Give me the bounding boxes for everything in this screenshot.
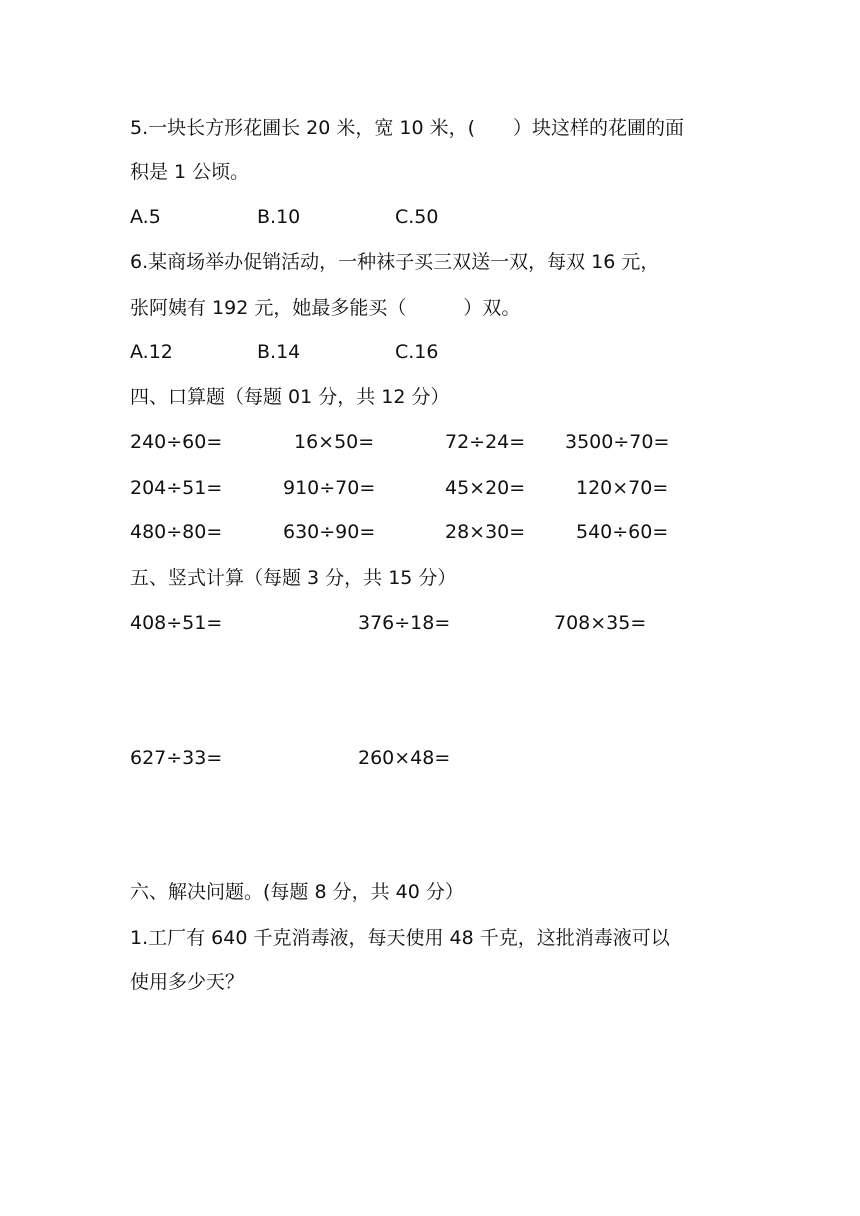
mental-calc-item: 480÷80= [130,521,223,543]
q5-option-c: C.50 [395,206,439,228]
mental-calc-item: 45×20= [445,477,526,499]
vertical-calc-item: 260×48= [358,747,451,769]
mental-calc-item: 28×30= [445,521,526,543]
q6-option-a: A.12 [130,341,173,363]
mental-calc-item: 540÷60= [576,521,669,543]
section6-title: 六、解决问题。(每题 8 分，共 40 分） [130,881,464,903]
vertical-calc-item: 408÷51= [130,612,223,634]
q6-option-c: C.16 [395,341,439,363]
mental-calc-item: 240÷60= [130,431,223,453]
section5-title: 五、竖式计算（每题 3 分，共 15 分） [130,567,457,589]
q5-option-a: A.5 [130,206,161,228]
mental-calc-item: 630÷90= [283,521,376,543]
section6-q1-line2: 使用多少天？ [130,971,245,993]
mental-calc-item: 120×70= [576,477,669,499]
mental-calc-item: 16×50= [294,431,375,453]
q5-option-b: B.10 [257,206,301,228]
section4-title: 四、口算题（每题 01 分，共 12 分） [130,386,450,408]
mental-calc-item: 910÷70= [283,477,376,499]
q5-text-line1: 5.一块长方形花圃长 20 米，宽 10 米，( ）块这样的花圃的面 [130,117,685,139]
q6-text-line1: 6.某商场举办促销活动，一种袜子买三双送一双，每双 16 元， [130,251,660,273]
section6-q1-line1: 1.工厂有 640 千克消毒液，每天使用 48 千克，这批消毒液可以 [130,927,670,949]
mental-calc-item: 204÷51= [130,477,223,499]
mental-calc-item: 3500÷70= [565,431,670,453]
q6-option-b: B.14 [257,341,301,363]
mental-calc-item: 72÷24= [445,431,526,453]
q5-text-line2: 积是 1 公顷。 [130,161,250,183]
vertical-calc-item: 708×35= [554,612,647,634]
vertical-calc-item: 376÷18= [358,612,451,634]
q6-text-line2: 张阿姨有 192 元，她最多能买（ ）双。 [130,297,521,319]
vertical-calc-item: 627÷33= [130,747,223,769]
